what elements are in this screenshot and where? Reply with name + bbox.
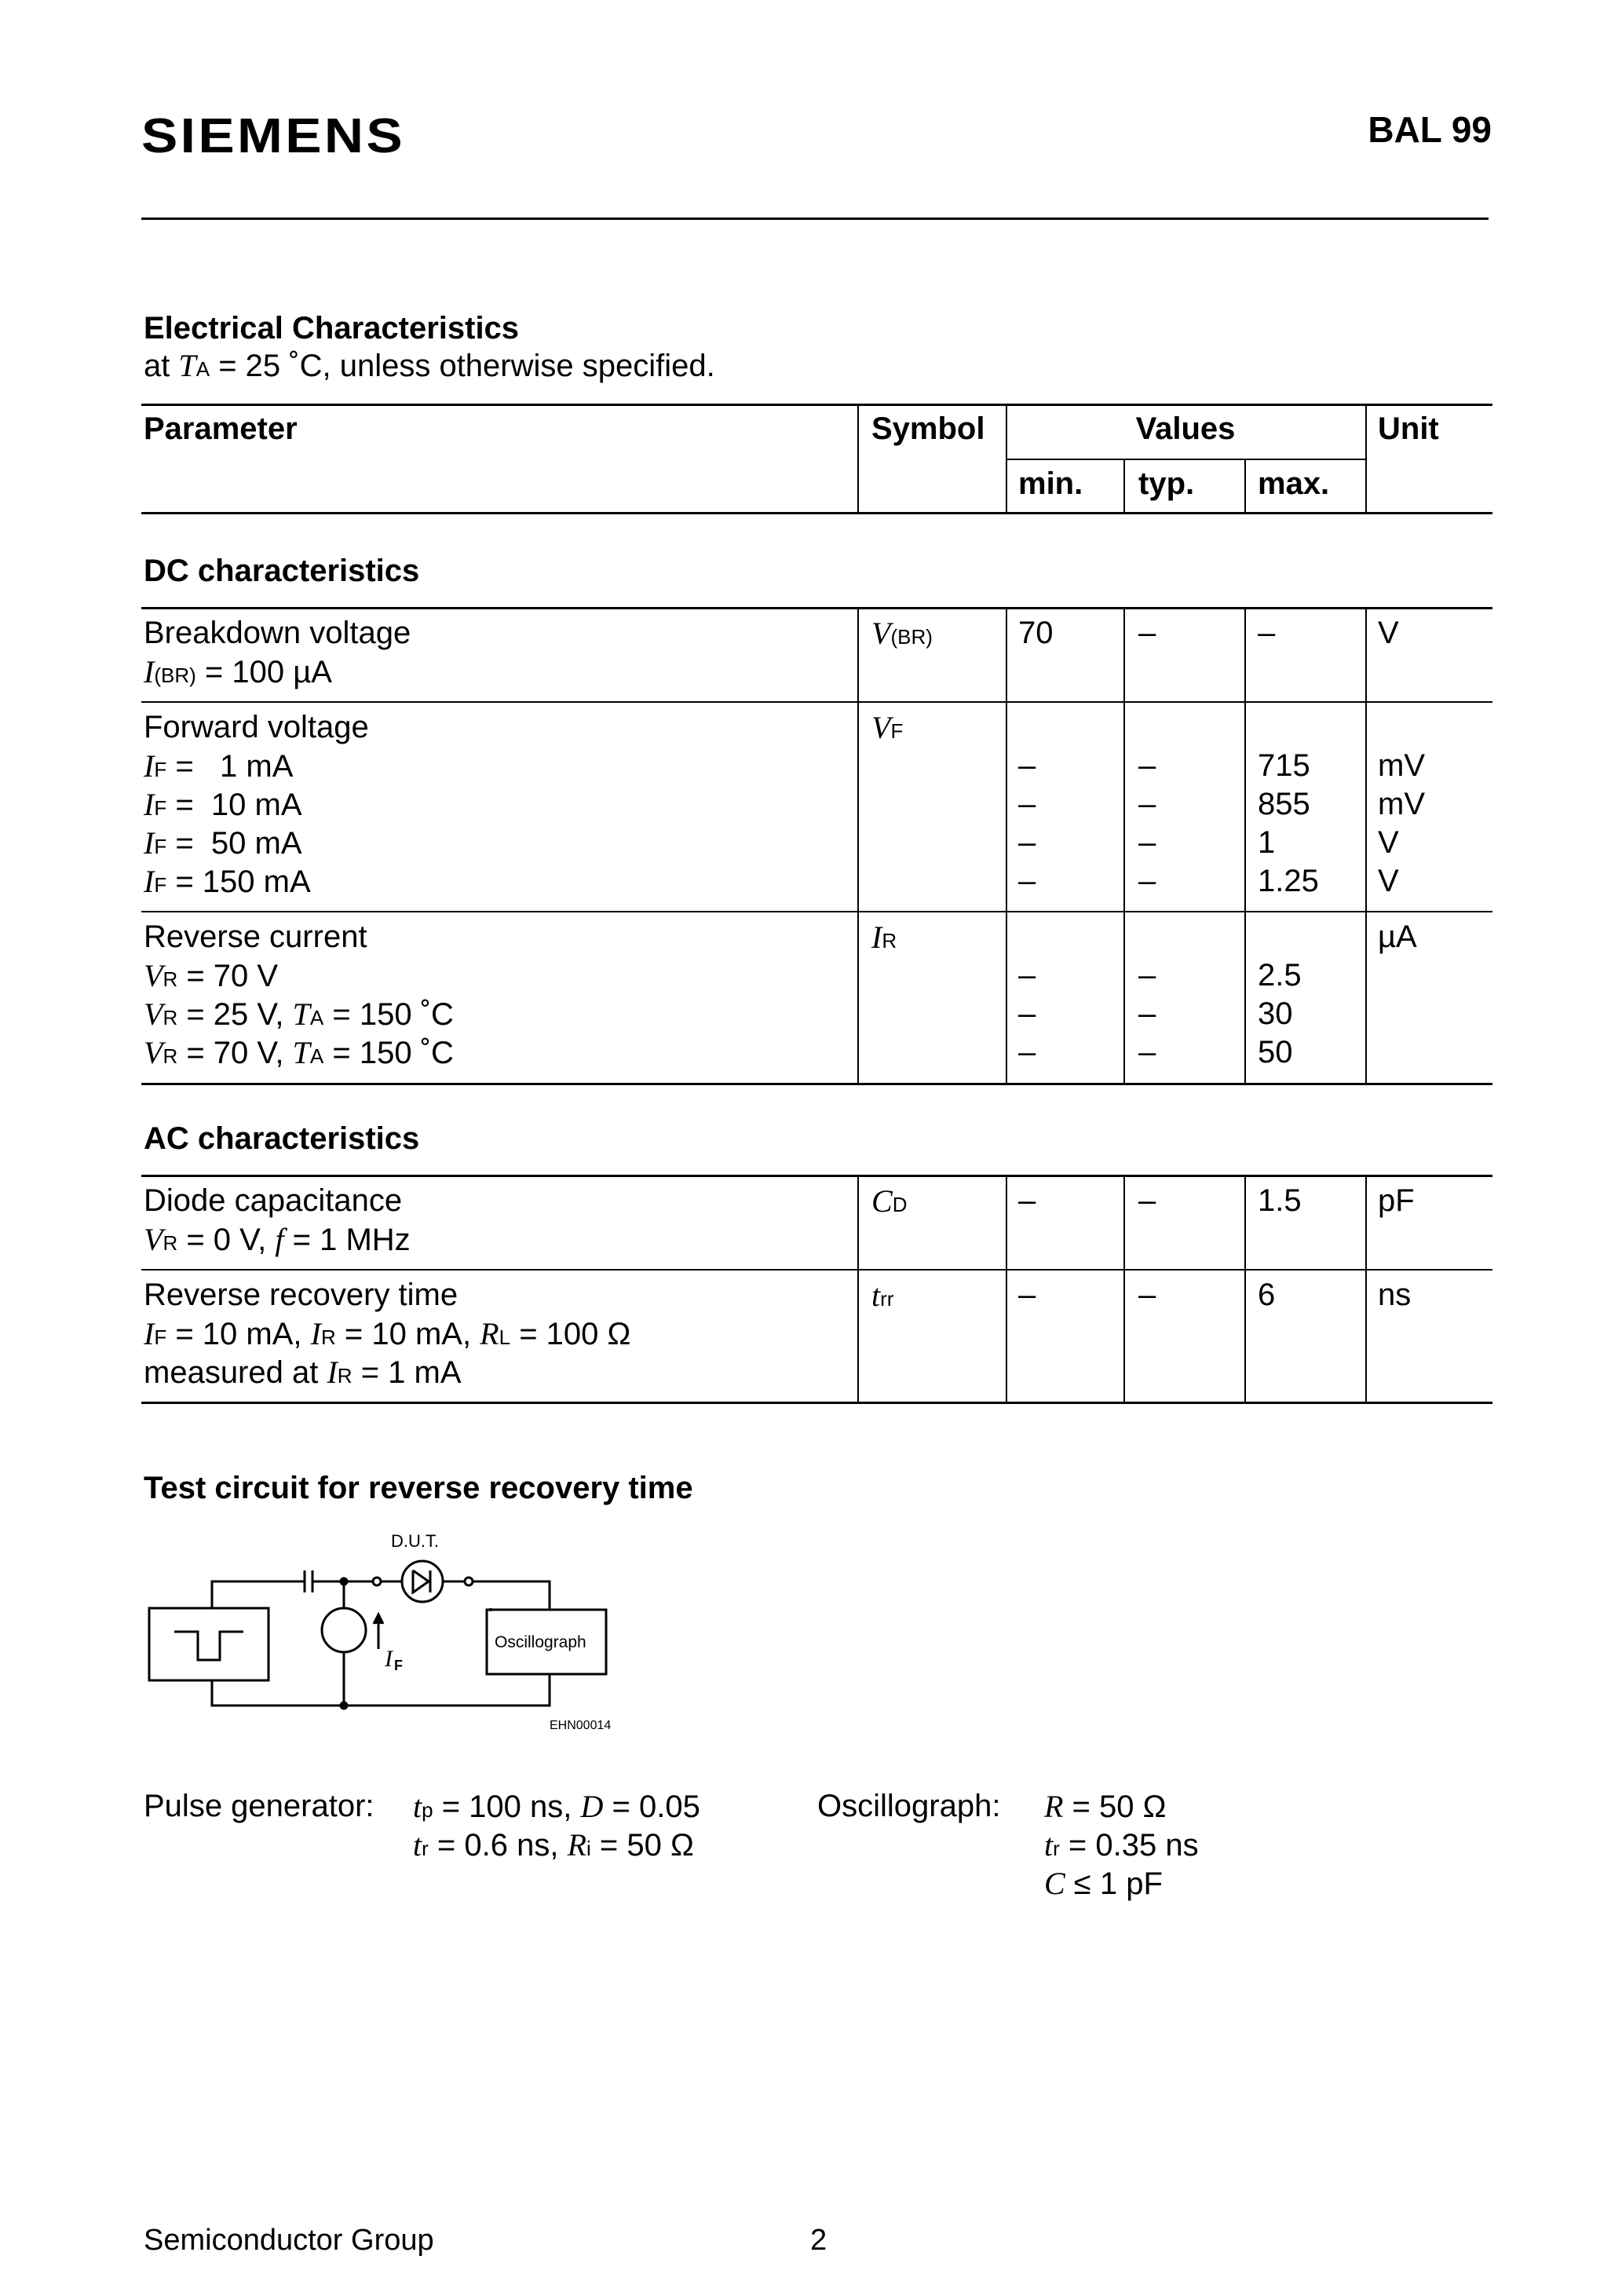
ac-characteristics-title: AC characteristics <box>144 1121 420 1156</box>
siemens-logo: SIEMENS <box>141 109 406 163</box>
ir-subscript: R <box>882 929 897 952</box>
forward-cond-2 <box>144 785 302 828</box>
ac-sep-min <box>1006 1175 1007 1403</box>
header-sep-unit <box>1365 404 1367 514</box>
ir-subscript: R <box>320 1325 336 1349</box>
ri-subscript: i <box>586 1837 591 1860</box>
dc-sep-unit <box>1365 607 1367 1084</box>
dc-sep-symbol <box>857 607 859 1084</box>
reverse-typ-2: – <box>1138 996 1156 1031</box>
pulse-generator-label: Pulse generator: <box>144 1789 374 1823</box>
cd-subscript: D <box>892 1193 908 1216</box>
breakdown-voltage-symbol <box>871 614 933 656</box>
table-header-bottom-rule <box>141 512 1492 514</box>
if-symbol: I <box>144 787 155 822</box>
forward-min-3: – <box>1018 825 1036 860</box>
forward-max-2: 855 <box>1258 787 1310 821</box>
if-symbol: I <box>144 1316 155 1351</box>
pulse-symbol <box>174 1632 243 1660</box>
forward-min-4: – <box>1018 864 1036 898</box>
forward-unit-2: mV <box>1378 787 1425 821</box>
forward-max-4: 1.25 <box>1258 864 1319 898</box>
r-value: = 50 Ω <box>1063 1790 1167 1824</box>
rl-symbol: R <box>480 1316 499 1351</box>
ibr-value: = 100 µA <box>195 655 332 689</box>
reverse-recovery-unit: ns <box>1378 1278 1412 1312</box>
electrical-characteristics-title: Electrical Characteristics <box>144 311 520 345</box>
forward-cond-1 <box>144 747 293 789</box>
vr-subscript: R <box>163 1006 178 1029</box>
forward-max-3: 1 <box>1258 825 1276 860</box>
vr-subscript: R <box>163 1044 178 1068</box>
dc-top-rule <box>141 607 1492 609</box>
ibr-subscript: (BR) <box>154 664 196 687</box>
oscillograph-line2 <box>1044 1826 1199 1868</box>
forward-unit-1: mV <box>1378 748 1425 783</box>
dc-sep-min <box>1006 607 1007 1084</box>
ri-value: = 50 Ω <box>590 1828 694 1863</box>
forward-unit-4: V <box>1378 864 1399 898</box>
col-header-min: min. <box>1018 466 1083 501</box>
forward-voltage-label: Forward voltage <box>144 710 369 744</box>
forward-cond-3 <box>144 824 302 866</box>
col-header-symbol: Symbol <box>871 411 985 446</box>
ta-subscript: A <box>309 1006 324 1029</box>
ac-bottom-rule <box>141 1402 1492 1404</box>
breakdown-voltage-typ: – <box>1138 616 1156 650</box>
reverse-min-2: – <box>1018 996 1036 1031</box>
test-circuit-title: Test circuit for reverse recovery time <box>144 1471 693 1505</box>
ir-subscript: R <box>337 1364 353 1387</box>
forward-cond-4 <box>144 862 311 905</box>
tr-symbol: t <box>413 1827 422 1863</box>
header-sep-max <box>1244 459 1246 514</box>
breakdown-voltage-condition <box>144 653 332 695</box>
vr-symbol: V <box>144 1035 163 1070</box>
ir-symbol: I <box>327 1355 338 1390</box>
forward-typ-3: – <box>1138 825 1156 860</box>
vbr-symbol: V <box>871 616 891 651</box>
if-value: = 1 mA <box>166 749 294 784</box>
tr-value: = 0.35 ns <box>1059 1828 1199 1863</box>
tr-subscript: r <box>1053 1837 1060 1860</box>
breakdown-voltage-min: 70 <box>1018 616 1054 650</box>
vr-symbol: V <box>144 1222 163 1257</box>
if-subscript: F <box>154 758 167 781</box>
forward-typ-4: – <box>1138 864 1156 898</box>
if-value: = 50 mA <box>166 826 302 861</box>
reverse-typ-1: – <box>1138 958 1156 993</box>
part-number: BAL 99 <box>1368 109 1492 150</box>
capacitance-bottom-rule <box>141 1269 1492 1270</box>
vf-subscript: F <box>890 719 904 743</box>
reverse-cond-2 <box>144 995 454 1037</box>
reverse-max-3: 50 <box>1258 1035 1293 1069</box>
ac-sep-typ <box>1123 1175 1125 1403</box>
vf-symbol: V <box>871 710 891 745</box>
conditions-prefix: at <box>144 349 179 383</box>
reverse-recovery-label: Reverse recovery time <box>144 1278 458 1312</box>
breakdown-voltage-label: Breakdown voltage <box>144 616 411 650</box>
rl-value: = 100 Ω <box>510 1317 631 1351</box>
forward-typ-2: – <box>1138 787 1156 821</box>
pulse-generator-line2 <box>413 1826 694 1868</box>
vr-value: = 70 V, <box>177 1036 293 1070</box>
oscillograph-spec-label: Oscillograph: <box>817 1789 1001 1823</box>
reverse-recovery-min: – <box>1018 1278 1036 1312</box>
table-top-rule <box>141 404 1492 406</box>
reverse-current-label: Reverse current <box>144 919 367 954</box>
reverse-max-1: 2.5 <box>1258 958 1302 993</box>
diode-capacitance-symbol <box>871 1182 907 1224</box>
dc-bottom-rule <box>141 1083 1492 1085</box>
dc-sep-max <box>1244 607 1246 1084</box>
diode-capacitance-typ: – <box>1138 1183 1156 1218</box>
c-symbol: C <box>1044 1866 1065 1901</box>
breakdown-bottom-rule <box>141 701 1492 703</box>
ac-top-rule <box>141 1175 1492 1177</box>
ir-symbol: I <box>310 1316 321 1351</box>
tp-value: = 100 ns, <box>433 1790 581 1824</box>
diode-capacitance-label: Diode capacitance <box>144 1183 403 1218</box>
ir-value: = 1 mA <box>352 1355 462 1390</box>
cd-symbol: C <box>871 1183 893 1219</box>
if-symbol: I <box>144 748 155 784</box>
tr-subscript: r <box>422 1837 429 1860</box>
d-symbol: D <box>580 1789 604 1824</box>
d-value: = 0.05 <box>603 1790 700 1824</box>
conditions-suffix: = 25 ˚C, unless otherwise specified. <box>210 349 715 383</box>
reverse-recovery-typ: – <box>1138 1278 1156 1312</box>
oscillograph-line1 <box>1044 1787 1167 1826</box>
ta-subscript: A <box>309 1044 324 1068</box>
if-symbol: I <box>144 825 155 861</box>
pulse-generator-box <box>149 1608 269 1680</box>
footer-group: Semiconductor Group <box>144 2224 434 2257</box>
if-current-subscript: F <box>394 1658 403 1673</box>
ac-sep-max <box>1244 1175 1246 1403</box>
header-sep-typ <box>1123 459 1125 514</box>
if-subscript: F <box>154 796 167 820</box>
pulse-generator-line1 <box>413 1787 700 1830</box>
tp-subscript: p <box>422 1798 433 1822</box>
if-subscript: F <box>154 873 167 897</box>
breakdown-voltage-max: – <box>1258 616 1276 650</box>
oscillograph-line3 <box>1044 1864 1163 1903</box>
ta-value: = 150 ˚C <box>323 1036 454 1070</box>
reverse-current-unit: µA <box>1378 919 1417 954</box>
test-circuit-diagram <box>141 1523 628 1735</box>
if-value: = 150 mA <box>166 865 311 899</box>
forward-voltage-symbol <box>871 708 903 751</box>
reverse-recovery-max: 6 <box>1258 1278 1276 1312</box>
footer-page-number: 2 <box>810 2224 827 2257</box>
diode-capacitance-unit: pF <box>1378 1183 1415 1218</box>
ta-subscript: A <box>195 357 210 381</box>
diode-capacitance-max: 1.5 <box>1258 1183 1302 1218</box>
breakdown-voltage-unit: V <box>1378 616 1399 650</box>
dc-sep-typ <box>1123 607 1125 1084</box>
tr-value: = 0.6 ns, <box>428 1828 568 1863</box>
forward-min-1: – <box>1018 748 1036 783</box>
reverse-recovery-symbol <box>871 1276 893 1318</box>
f-symbol: f <box>275 1222 284 1257</box>
electrical-conditions <box>144 346 715 389</box>
rl-subscript: L <box>499 1325 511 1349</box>
vr-value: = 0 V, <box>177 1223 276 1257</box>
vr-value: = 70 V <box>177 959 279 993</box>
header-sep-symbol <box>857 404 859 514</box>
f-value: = 1 MHz <box>283 1223 411 1257</box>
oscillograph-label: Oscillograph <box>495 1633 586 1651</box>
r-symbol: R <box>1044 1789 1064 1824</box>
header-rule <box>141 218 1489 220</box>
if-subscript: F <box>154 835 167 858</box>
vr-symbol: V <box>144 958 163 993</box>
ta-value: = 150 ˚C <box>323 997 454 1032</box>
ir-value: = 10 mA, <box>335 1317 480 1351</box>
trr-subscript: rr <box>880 1287 894 1311</box>
vbr-subscript: (BR) <box>890 625 933 649</box>
col-header-parameter: Parameter <box>144 411 298 446</box>
forward-min-2: – <box>1018 787 1036 821</box>
ta-symbol: T <box>178 348 196 383</box>
col-header-max: max. <box>1258 466 1330 501</box>
col-header-unit: Unit <box>1378 411 1439 446</box>
measured-at: measured at <box>144 1355 327 1390</box>
reverse-recovery-condition-1 <box>144 1314 630 1357</box>
ta-symbol: T <box>292 1035 310 1070</box>
if-value: = 10 mA, <box>166 1317 311 1351</box>
ac-sep-symbol <box>857 1175 859 1403</box>
ta-symbol: T <box>292 996 310 1032</box>
if-symbol: I <box>144 864 155 899</box>
vr-symbol: V <box>144 996 163 1032</box>
dc-characteristics-title: DC characteristics <box>144 554 420 588</box>
forward-max-1: 715 <box>1258 748 1310 783</box>
if-subscript: F <box>154 1325 167 1349</box>
reverse-cond-3 <box>144 1033 454 1076</box>
dut-terminal-right <box>465 1578 473 1585</box>
reverse-recovery-condition-2 <box>144 1353 462 1395</box>
if-value: = 10 mA <box>166 788 302 822</box>
dut-label: D.U.T. <box>391 1531 440 1551</box>
diode-capacitance-condition <box>144 1220 411 1263</box>
ibr-symbol: I <box>144 654 155 689</box>
ri-symbol: R <box>567 1827 587 1863</box>
diode-capacitance-min: – <box>1018 1183 1036 1218</box>
vr-subscript: R <box>163 1231 178 1255</box>
tr-symbol: t <box>1044 1827 1054 1863</box>
dut-terminal-left <box>373 1578 381 1585</box>
forward-typ-1: – <box>1138 748 1156 783</box>
reverse-min-1: – <box>1018 958 1036 993</box>
reverse-min-3: – <box>1018 1035 1036 1069</box>
forward-bottom-rule <box>141 911 1492 912</box>
ac-sep-unit <box>1365 1175 1367 1403</box>
tp-symbol: t <box>413 1789 422 1824</box>
if-current-label: I <box>385 1646 393 1672</box>
dut-diode-symbol <box>402 1561 443 1602</box>
reverse-cond-1 <box>144 956 278 999</box>
reverse-current-symbol <box>871 918 897 960</box>
trr-symbol: t <box>871 1278 881 1313</box>
vr-value: = 25 V, <box>177 997 293 1032</box>
vr-subscript: R <box>163 967 178 991</box>
reverse-max-2: 30 <box>1258 996 1293 1031</box>
col-header-values: Values <box>1135 411 1236 446</box>
current-source-symbol <box>322 1608 366 1652</box>
reverse-typ-3: – <box>1138 1035 1156 1069</box>
forward-unit-3: V <box>1378 825 1399 860</box>
ir-symbol: I <box>871 919 882 955</box>
col-header-typ: typ. <box>1138 466 1195 501</box>
figure-code: EHN00014 <box>550 1719 612 1732</box>
values-subheader-rule <box>1006 459 1365 460</box>
c-value: ≤ 1 pF <box>1065 1866 1163 1901</box>
